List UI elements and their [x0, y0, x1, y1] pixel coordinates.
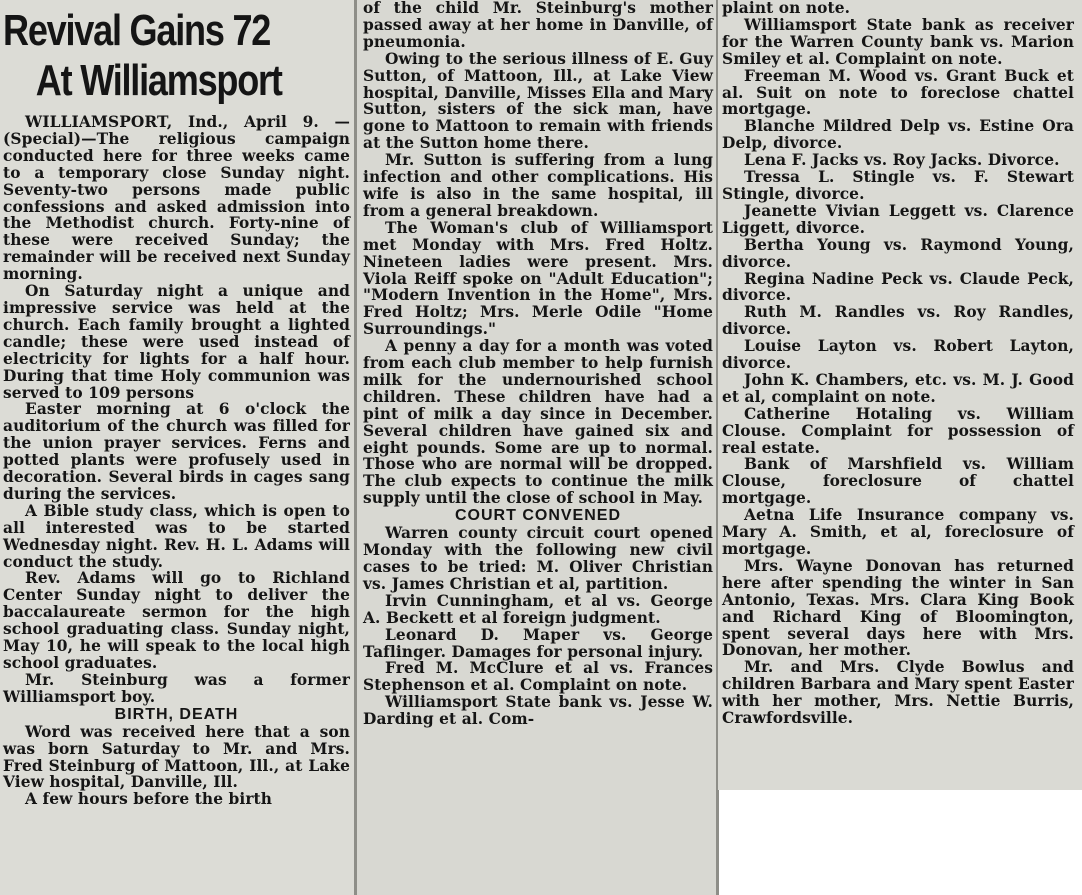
article-paragraph: A Bible study class, which is open to all interested was to be started Wednesday night. Rev. H. L. Adams will conduct the study.	[3, 501, 350, 571]
subhead-birth-death: BIRTH, DEATH	[114, 705, 239, 723]
court-case: Regina Nadine Peck vs. Claude Peck, divorce.	[722, 269, 1074, 305]
court-case: Williamsport State bank as receiver for the Warren County bank vs. Marion Smiley et al. Complaint on note.	[722, 15, 1074, 68]
column-1	[0, 0, 354, 895]
article-paragraph: Owing to the serious illness of E. Guy Sutton, of Mattoon, Ill., at Lake View hospital, Danville, Misses Ella and Mary Sutton, sisters of the sick man, have gone to Mattoon to remain with friends at the Sutton home there.	[363, 49, 713, 153]
column-3	[718, 0, 1082, 790]
court-case: plaint on note.	[722, 0, 851, 17]
article-paragraph: On Saturday night a unique and impressive service was held at the church. Each family brought a lighted candle; these were used instead of electricity for lights for a half hour. During that time Holy communion was served to 109 persons	[3, 282, 350, 402]
article-paragraph: of the child Mr. Steinburg's mother passed away at her home in Danville, of pneumonia.	[363, 0, 713, 51]
article-paragraph: WILLIAMSPORT, Ind., April 9. —(Special)—The religious campaign conducted here for three weeks came to a temporary close Sunday night. Seventy-two persons made public confessions and asked admission into the Methodist church. Forty-nine of these were received Sunday; the remainder will be received next Sunday morning.	[3, 113, 350, 284]
court-case: Irvin Cunningham, et al vs. George A. Beckett et al foreign judgment.	[363, 591, 713, 627]
article-paragraph: Mrs. Wayne Donovan has returned here after spending the winter in San Antonio, Texas. Mrs. Clara King Book and Richard King of Bloomington, spent several days here with Mrs. Donovan, her mother.	[722, 556, 1074, 660]
article-paragraph: Word was received here that a son was born Saturday to Mr. and Mrs. Fred Steinburg of Mattoon, Ill., at Lake View hospital, Danville, Ill.	[3, 722, 350, 792]
subhead-court-convened: COURT CONVENED	[454, 507, 621, 525]
article-paragraph: Easter morning at 6 o'clock the auditorium of the church was filled for the union prayer services. Ferns and potted plants were profusely used in decoration. Several birds in cages sang during the services.	[3, 400, 350, 503]
article-paragraph: Mr. Sutton is suffering from a lung infection and other complications. His wife is also in the same hospital, ill from a general breakdown.	[363, 151, 713, 220]
court-case: Louise Layton vs. Robert Layton, divorce.	[722, 337, 1074, 373]
article-paragraph: Rev. Adams will go to Richland Center Sunday night to deliver the baccalaureate sermon for the high school graduating class. Sunday night, May 10, he will speak to the local high school graduates.	[3, 569, 350, 672]
court-case: Williamsport State bank vs. Jesse W. Darding et al. Com-	[363, 693, 713, 729]
article-paragraph: The Woman's club of Williamsport met Monday with Mrs. Fred Holtz. Nineteen ladies were present. Mrs. Viola Reiff spoke on "Adult Education"; "Modern Invention in the Home", Mrs. Fred Holtz; Mrs. Merle Odile "Home Surroundings."	[363, 218, 713, 339]
court-case: Jeanette Vivian Leggett vs. Clarence Liggett, divorce.	[722, 201, 1074, 237]
court-case: Lena F. Jacks vs. Roy Jacks. Divorce.	[744, 151, 1060, 170]
headline-line-2: At Williamsport	[35, 56, 282, 105]
article-paragraph: Mr. and Mrs. Clyde Bowlus and children Barbara and Mary spent Easter with her mother, Mrs. Nettie Burris, Crawfordsville.	[722, 658, 1074, 728]
court-case: Freeman M. Wood vs. Grant Buck et al. Suit on note to foreclose chattel mortgage.	[722, 66, 1074, 119]
court-case: Bank of Marshfield vs. William Clouse, foreclosure of chattel mortgage.	[722, 455, 1074, 508]
column-2	[357, 0, 718, 895]
court-case: John K. Chambers, etc. vs. M. J. Good et al, complaint on note.	[722, 370, 1074, 406]
article-paragraph: Mr. Steinburg was a former Williamsport boy.	[3, 670, 350, 706]
article-paragraph: A few hours before the birth	[25, 790, 273, 809]
court-case: Catherine Hotaling vs. William Clouse. Complaint for possession of real estate.	[722, 404, 1074, 457]
court-case: Fred M. McClure et al vs. Frances Stephenson et al. Complaint on note.	[363, 659, 713, 695]
article-paragraph: A penny a day for a month was voted from each club member to help furnish milk for the undernourished school children. These children have had a pint of milk a day since in December. Several children have gained six and eight pounds. Some are up to normal. Those who are normal will be dropped. The club expects to continue the milk supply until the close of school in May.	[363, 337, 713, 508]
court-case: Blanche Mildred Delp vs. Estine Ora Delp, divorce.	[722, 117, 1074, 153]
headline-line-1: Revival Gains 72	[3, 6, 271, 55]
court-case: Ruth M. Randles vs. Roy Randles, divorce.	[722, 303, 1074, 339]
court-case: Tressa L. Stingle vs. F. Stewart Stingle, divorce.	[722, 168, 1074, 203]
court-case: Leonard D. Maper vs. George Taflinger. Damages for personal injury.	[363, 625, 713, 661]
court-case: Warren county circuit court opened Monday with the following new civil cases to be tried: M. Oliver Christian vs. James Christian et al, partition.	[363, 524, 713, 593]
court-case: Aetna Life Insurance company vs. Mary A. Smith, et al, foreclosure of mortgage.	[722, 506, 1074, 558]
court-case: Bertha Young vs. Raymond Young, divorce.	[722, 235, 1074, 271]
